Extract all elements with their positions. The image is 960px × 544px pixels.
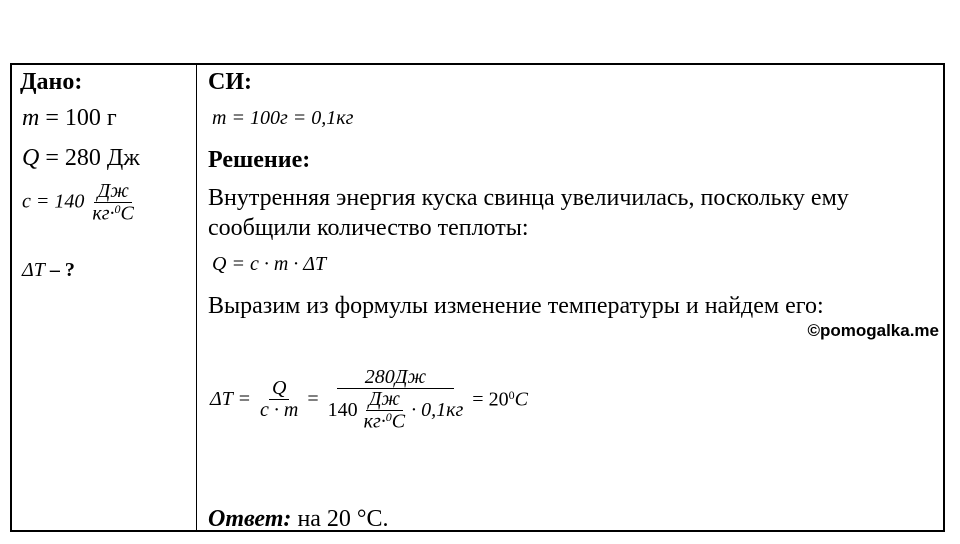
answer <box>208 506 389 533</box>
den-140: 140 <box>327 399 358 422</box>
fraction-cm: c · m <box>260 399 299 422</box>
given-find <box>22 259 75 282</box>
den-unit-degree: 0 <box>385 410 392 424</box>
result-value: = 20 <box>472 388 509 411</box>
delta-t-question: – ? <box>44 259 75 281</box>
result-unit: C <box>514 388 528 411</box>
den-unit-c: C <box>391 410 406 433</box>
given-specific-heat <box>22 181 137 225</box>
den-unit-num: Дж <box>366 389 403 411</box>
answer-label: Ответ: <box>208 506 292 532</box>
fraction-q: Q <box>269 378 289 400</box>
fraction-numeric-num: 280Дж <box>337 367 454 389</box>
result <box>472 388 528 412</box>
specific-heat-lhs: c = 140 <box>22 190 85 213</box>
fraction-q-over-cm <box>257 378 301 421</box>
given-header: Дано: <box>20 69 83 95</box>
solution-text-line1: Внутренняя энергия куска свинца увеличилась, поскольку ему <box>208 185 849 211</box>
si-conversion: m = 100г = 0,1кг <box>212 107 354 129</box>
mass-variable: m <box>22 105 40 131</box>
fraction-numeric-den <box>325 389 467 433</box>
equals-sign: = <box>307 388 319 411</box>
den-mass: · 0,1кг <box>411 399 464 422</box>
den-unit-fraction <box>361 389 409 433</box>
unit-den-c: C <box>120 202 134 225</box>
solution-header: Решение: <box>208 147 311 173</box>
specific-heat-unit <box>89 181 137 225</box>
final-lhs: ΔT = <box>210 388 251 411</box>
formula-heat: Q = c · m · ΔT <box>212 253 327 275</box>
specific-heat-unit-den <box>89 203 137 225</box>
heat-variable: Q <box>22 145 40 171</box>
solution-text-line3: Выразим из формулы изменение температуры и найдем его: <box>208 293 824 319</box>
si-header: СИ: <box>208 69 252 95</box>
den-unit-den <box>361 411 409 433</box>
given-mass <box>22 105 117 132</box>
delta-t-variable: ΔT <box>22 259 45 281</box>
task-table <box>10 63 945 532</box>
den-unit-kg: кг· <box>363 410 386 433</box>
fraction-numeric <box>325 367 467 433</box>
column-divider <box>196 65 197 530</box>
watermark: ©pomogalka.me <box>807 321 939 340</box>
heat-value: = 280 Дж <box>39 145 140 171</box>
unit-den-degree: 0 <box>114 202 121 216</box>
result-degree: 0 <box>508 388 515 402</box>
mass-value: = 100 г <box>39 105 117 131</box>
answer-text: на 20 °С. <box>291 506 389 532</box>
solution-text-line2: сообщили количество теплоты: <box>208 215 529 241</box>
given-heat <box>22 145 140 172</box>
specific-heat-unit-num: Дж <box>94 181 131 203</box>
unit-den-kg: кг· <box>92 202 115 225</box>
final-formula <box>210 367 528 433</box>
